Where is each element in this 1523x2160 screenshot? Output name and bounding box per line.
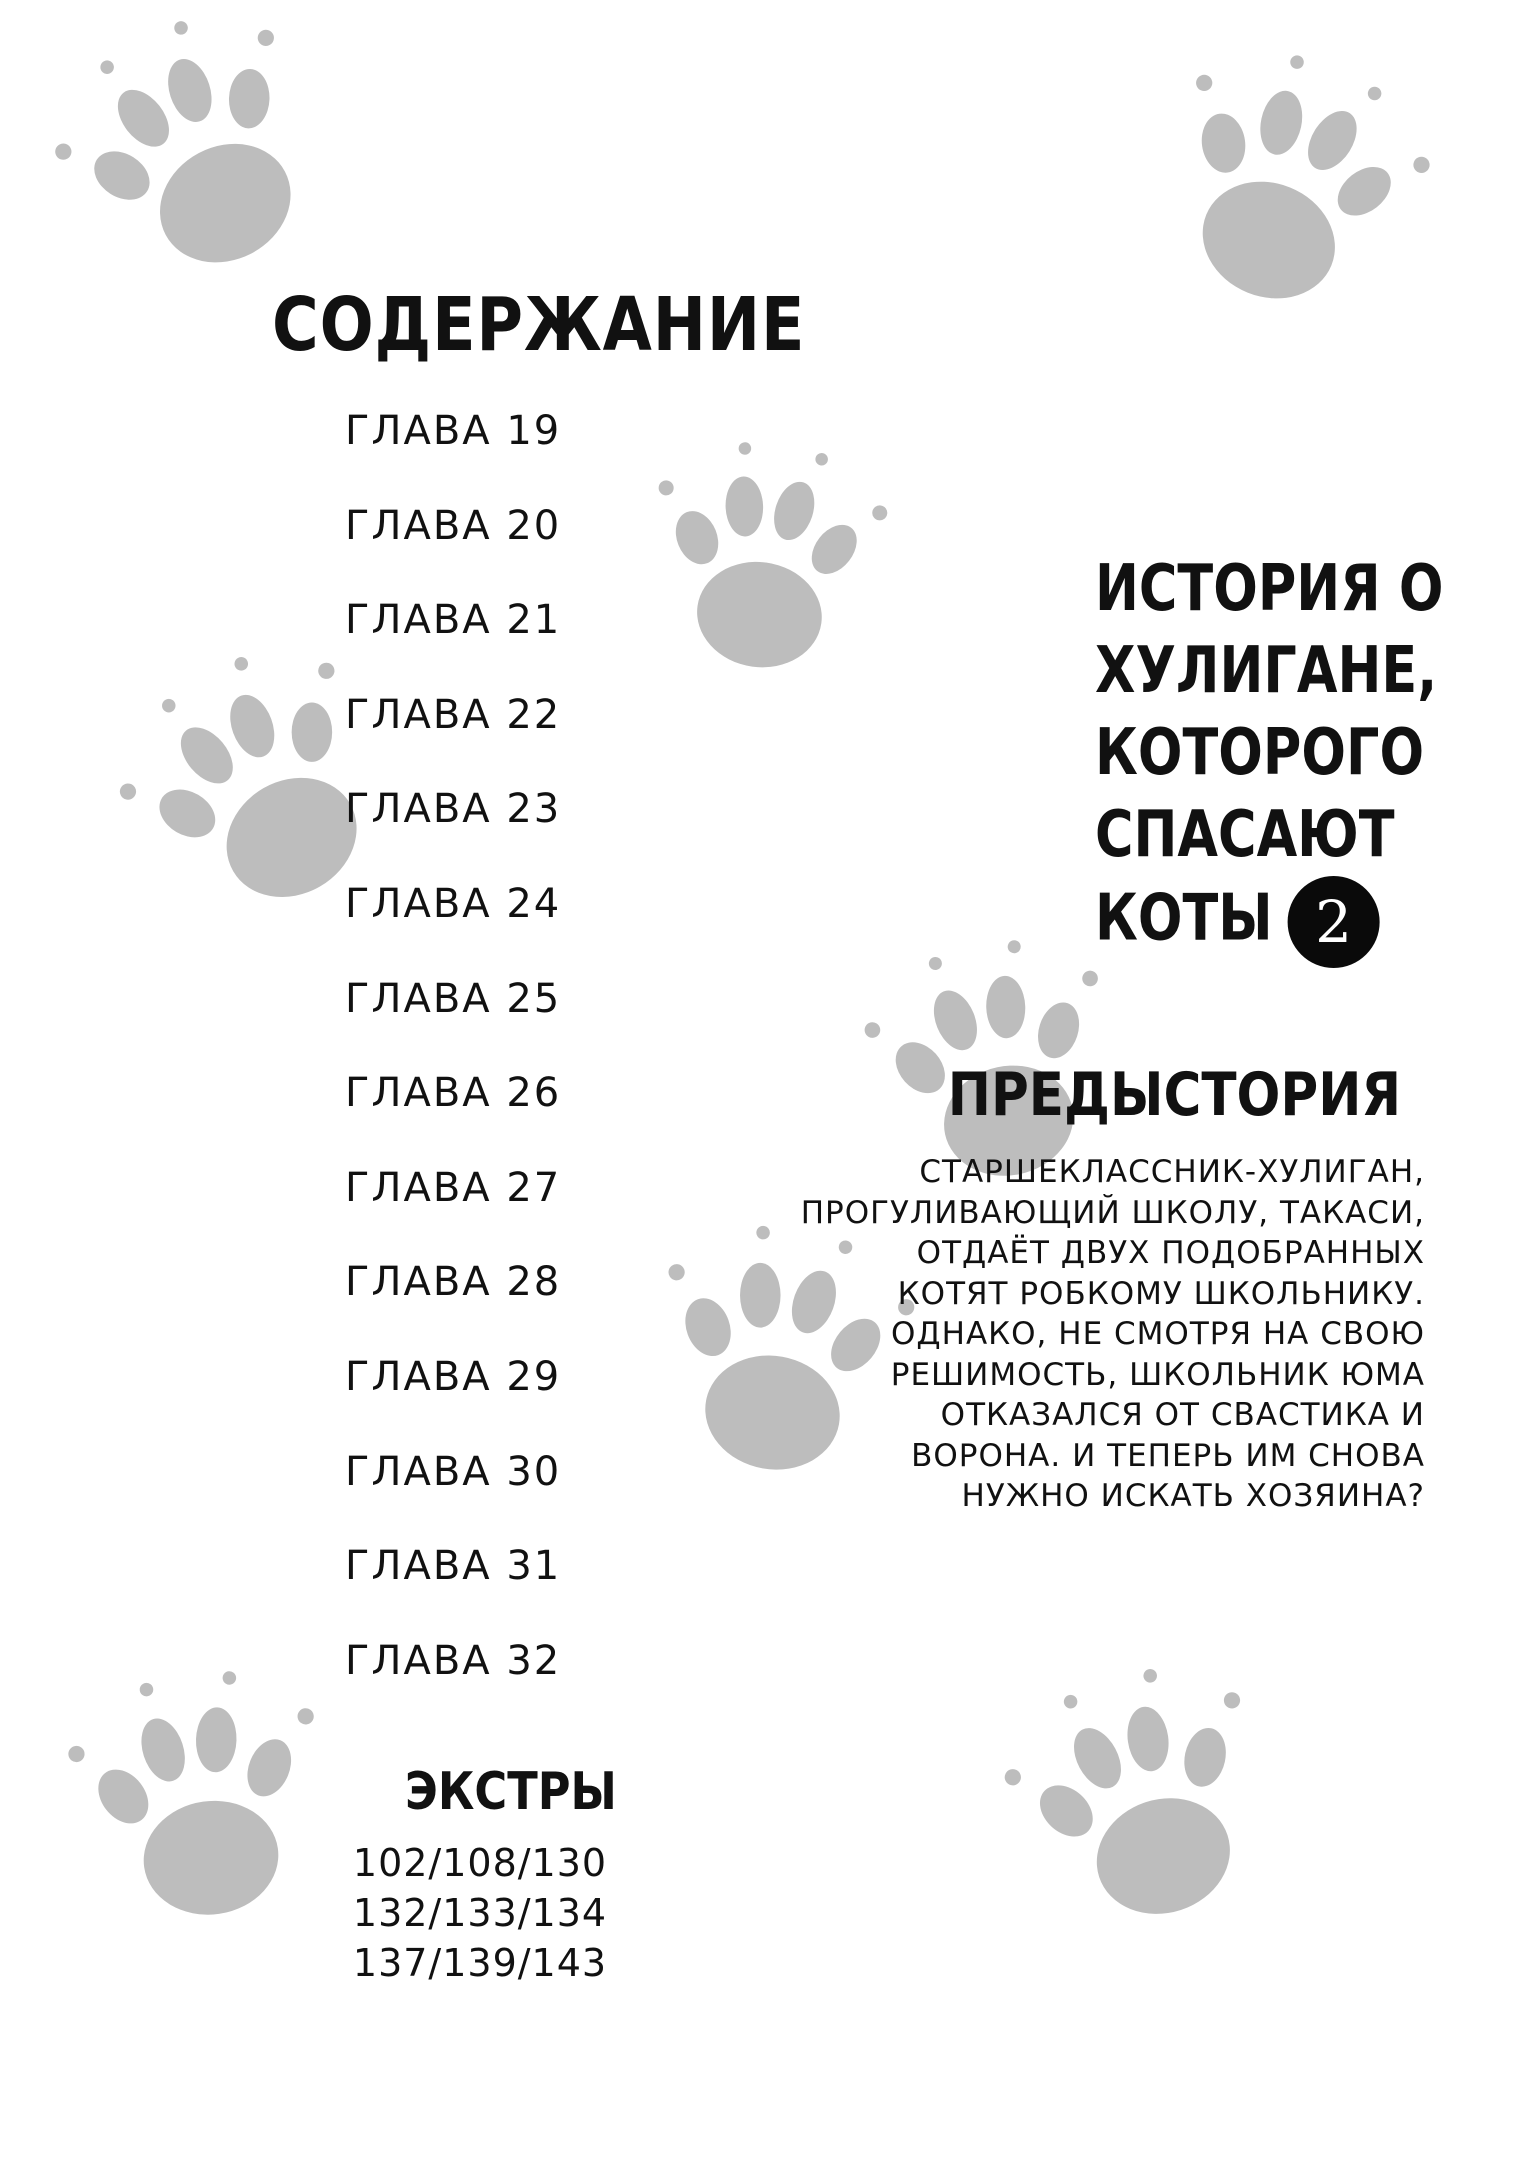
chapter-item: ГЛАВА 23	[345, 786, 562, 833]
title-line: ИСТОРИЯ О	[1095, 552, 1444, 626]
chapter-item: ГЛАВА 20	[345, 502, 562, 549]
book-title	[1095, 548, 1444, 968]
extras-heading: ЭКСТРЫ	[405, 1762, 617, 1822]
paw-print-icon	[986, 1645, 1296, 1949]
chapter-item: ГЛАВА 22	[345, 691, 562, 738]
chapter-item: ГЛАВА 27	[345, 1164, 562, 1211]
chapter-item: ГЛАВА 21	[345, 597, 562, 644]
chapter-item: ГЛАВА 24	[345, 880, 562, 927]
synopsis-line: КОТЯТ РОБКОМУ ШКОЛЬНИКУ.	[897, 1275, 1425, 1312]
extras-line: 137/139/143	[352, 1941, 608, 1985]
extras-line: 132/133/134	[352, 1891, 608, 1935]
synopsis-line: СТАРШЕКЛАССНИК-ХУЛИГАН,	[919, 1154, 1425, 1190]
title-last-line	[1095, 876, 1444, 968]
synopsis-line: РЕШИМОСТЬ, ШКОЛЬНИК ЮМА	[890, 1356, 1425, 1393]
chapter-item: ГЛАВА 29	[345, 1353, 562, 1400]
title-line: КОТОРОГО	[1095, 716, 1425, 790]
synopsis-line: ПРОГУЛИВАЮЩИЙ ШКОЛУ, ТАКАСИ,	[800, 1194, 1425, 1231]
extras-list	[330, 1838, 630, 1988]
chapter-item: ГЛАВА 28	[345, 1259, 562, 1306]
synopsis-line: ВОРОНА. И ТЕПЕРЬ ИМ СНОВА	[911, 1437, 1425, 1474]
volume-badge: 2	[1287, 876, 1379, 968]
synopsis-line: НУЖНО ИСКАТЬ ХОЗЯИНА?	[961, 1478, 1425, 1514]
chapter-item: ГЛАВА 19	[345, 408, 562, 454]
chapter-item: ГЛАВА 32	[345, 1637, 562, 1684]
synopsis-line: ОТДАЁТ ДВУХ ПОДОБРАННЫХ	[916, 1235, 1425, 1271]
paw-print-icon	[60, 1660, 339, 1931]
synopsis-text	[725, 1152, 1425, 1517]
title-line: ХУЛИГАНЕ,	[1095, 634, 1438, 708]
paw-print-icon	[636, 431, 895, 682]
title-line: СПАСАЮТ	[1095, 798, 1395, 872]
chapter-item: ГЛАВА 25	[345, 975, 562, 1022]
synopsis-line: ОТКАЗАЛСЯ ОТ СВАСТИКА И	[940, 1397, 1425, 1433]
synopsis-heading: ПРЕДЫСТОРИЯ	[947, 1060, 1401, 1130]
chapter-item: ГЛАВА 30	[345, 1448, 562, 1495]
chapter-item: ГЛАВА 31	[345, 1543, 562, 1590]
extras-line: 102/108/130	[352, 1841, 608, 1885]
synopsis-line: ОДНАКО, НЕ СМОТРЯ НА СВОЮ	[891, 1316, 1425, 1352]
chapter-item: ГЛАВА 26	[345, 1070, 562, 1117]
paw-print-icon	[1130, 24, 1450, 339]
title-line: КОТЫ	[1095, 881, 1273, 956]
paw-print-icon	[28, 0, 360, 313]
chapter-list	[345, 408, 561, 1732]
contents-heading: СОДЕРЖАНИЕ	[272, 282, 806, 368]
